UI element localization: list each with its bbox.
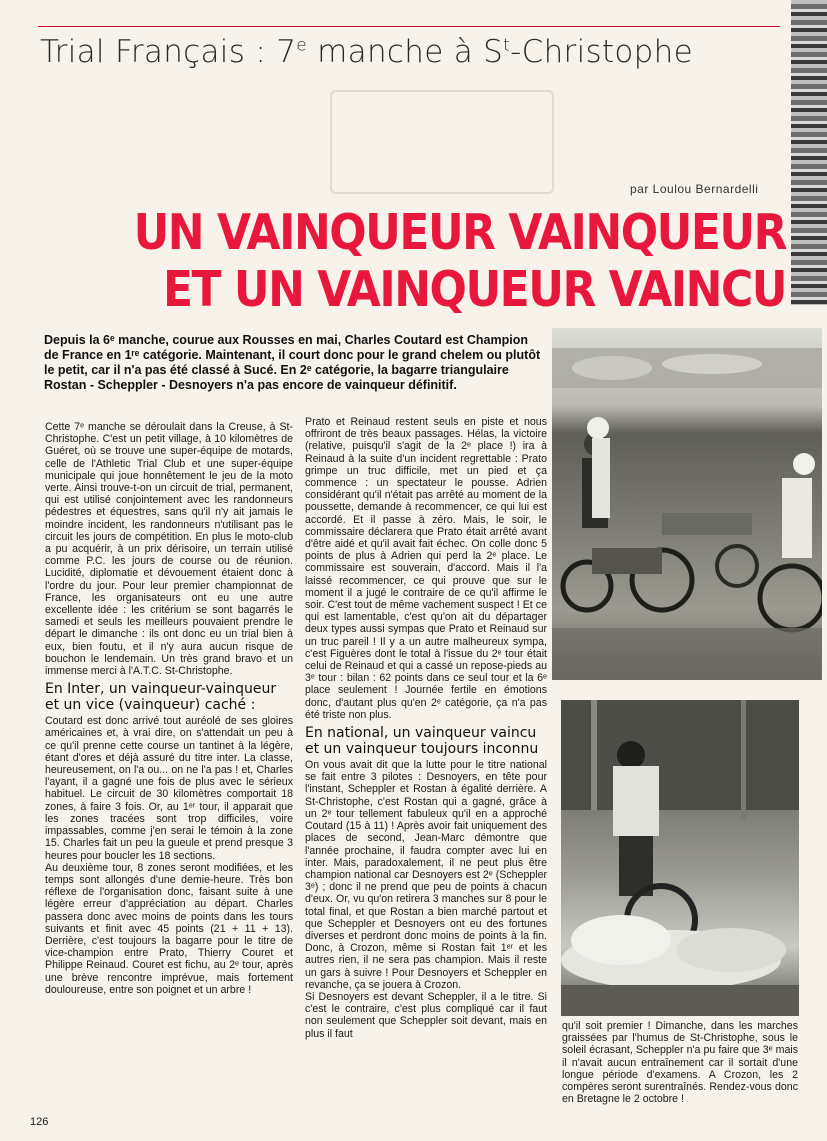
watermark-logo (330, 90, 554, 194)
column-2-paragraph: Prato et Reinaud restent seuls en piste et nous offriront de très beaux passages. Hélas, la victoire (relative, puisqu'il s'agit de la 2ᵉ place !) ira à Reinaud à la suite d'un incident regrettable : Prato grimpe un truc difficile, met un pied et ça commence : un spectateur le pousse. Adrien considérant qu'il n'était pas arrêté au moment de la poussette, demande à recommencer, ce qui lui est accordé. Et il passe à zéro. Mais, le soir, le commissaire déclarera que Prato était arrêté avant d'être aidé et qu'il avait fait échec. On colle donc 5 points de plus à Adrien qui perd la 2ᵉ place. Le commissaire est souverain, d'accord. Mais il l'a laissé recommencer, ce qui prouve que sur le moment il a jugé le contraire de ce qu'il affirme le soir. C'est tout de même vachement suspect ! Et ce qui est lamentable, c'est qu'on ait du départager deux types aussi sympas que Prato et Reinaud sur un truc pareil ! Il y a un autre malheureux sympa, c'est Figuères dont le total à l'issue du 2ᵉ tour était celui de Reinaud et qui a cassé un repose-pieds au 3ᵉ tour : bilan : 62 points dans ce seul tour et la 6ᵉ place seulement ! Journée fertile en émotions donc, d'autant plus qu'en 2ᵉ catégorie, ça n'a pas été triste non plus. (305, 416, 547, 721)
column-2 (305, 416, 547, 1040)
headline-line-2: ET UN VAINQUEUR VAINCU (162, 261, 786, 319)
subhead-national: En national, un vainqueur vaincu et un vainqueur toujours inconnu (305, 725, 539, 758)
column-1-paragraph: Cette 7ᵉ manche se déroulait dans la Creuse, à St-Christophe. C'est un petit village, à 10 kilomètres de Guéret, où se trouve une super-équipe de motards, celle de l'Athletic Trial Club et une super-équipe municipale qui joue honnêtement le jeu de la moto verte. Ainsi trouve-t-on un circuit de trial, permanent, qui est utilisé conjointement avec les randonneurs pédestres et équestres, sans qu'il n'y ait jamais le moindre incident, les randonneurs n'utilisant pas le circuit les jours de compétition. En plus le moto-club a pu acquérir, à un prix dérisoire, un terrain utilisé comme P.C. les jours de course ou de réunion. Lucidité, diplomatie et dévouement étaient donc à l'ordre du jour. Pour leur premier championnat de France, les organisateurs ont eu une autre excellente idée : les critérium se sont bagarrés le samedi et seuls les meilleurs pouvaient prendre le départ le dimanche : ils ont donc eu un trial bien à eux, bien foutu, et il n'y aura aucun risque de bouchon le lendemain. Un très grand bravo et un immense merci à l'A.T.C. St-Christophe. (45, 421, 293, 678)
headline-line-1: UN VAINQUEUR VAINQUEUR (133, 204, 786, 262)
top-rule (38, 26, 780, 27)
column-2-paragraph: On vous avait dit que la lutte pour le titre national se fait entre 3 pilotes : Desnoyers, en tête pour l'instant, Scheppler et Rostan à égalité derrière. A St-Christophe, c'est Rostan qui a gagné, grâce à un 2ᵉ tour tellement fabuleux qu'il en a approché Coutard (15 à 11) ! Après avoir fait uniquement des places de second, Jean-Marc démontre que l'année prochaine, il faudra compter avec lui en inter. Mais, paradoxalement, il ne peut plus être champion national car Desnoyers est 2ᵉ (Scheppler 3ᵉ) ; donc il ne prend que peu de points à chacun d'eux. Or, vu qu'on retirera 3 manches sur 8 pour le total final, et que Rostan a bien marché partout et que Scheppler et Desnoyers ont eu des fortunes diverses et perdront donc moins de points à la fin. Donc, à Crozon, même si Rostan fait 1ᵉʳ et les autres rien, il ne sera pas champion. Mais il reste un gars à suivre ! Pour Desnoyers et Scheppler en revanche, ça se jouera à Crozon. (305, 759, 547, 991)
photo-riders-stone-wall (552, 328, 822, 680)
headline (60, 204, 786, 318)
column-1-paragraph: Coutard est donc arrivé tout auréolé de ses gloires américaines et, à vrai dire, on s'attendait un peu à ce qu'il prenne cette course un tantinet à la légère, étant d'ores et déjà assuré du titre inter. La classe, heureusement, on l'a ou... on ne l'a pas ! et, Charles l'ayant, il a gagné une fois de plus avec le sérieux habituel. Le circuit de 30 kilomètres comportait 18 zones, à faire 3 fois. Or, au 1ᵉʳ tour, il apparait que les zones tracées sont trop difficiles, voire impassables, comme j'en serai le témoin à la zone 15. Charles fait un peu la gueule et prend presque 3 heures pour boucler les 18 sections. (45, 715, 293, 862)
adjacent-photo-strip (791, 0, 827, 305)
photo-rider-water-splash (561, 700, 799, 1016)
column-3 (562, 1020, 798, 1105)
page-number: 126 (30, 1116, 49, 1128)
byline: par Loulou Bernardelli (630, 182, 759, 196)
subhead-inter: En Inter, un vainqueur-vainqueur et un vice (vainqueur) caché : (45, 681, 277, 714)
column-1 (45, 421, 293, 996)
column-1-paragraph: Au deuxième tour, 8 zones seront modifiées, et les temps sont allongés d'une demie-heure. Très bon réflexe de l'organisation donc, faisant suite à une légère erreur d'appréciation au départ. Charles passera donc avec moins de points dans les tours suivants et finit avec 45 points (21 + 11 + 13). Derrière, c'est toujours la bagarre pour le titre de vice-champion entre Prato, Thierry Couret et Philippe Reinaud. Couret est fichu, au 2ᵉ tour, après une brève rencontre imprévue, mais fortement douloureuse, entre son poignet et un arbre ! (45, 861, 293, 996)
column-2-paragraph: Si Desnoyers est devant Scheppler, il a le titre. Si c'est le contraire, c'est plus compliqué car il faut non seulement que Scheppler soit devant, mais en plus il faut (305, 990, 547, 1040)
column-3-paragraph: qu'il soit premier ! Dimanche, dans les marches graissées par l'humus de St-Christophe, sous le soleil écrasant, Scheppler n'a pu faire que 3ᵉ mais il n'avait aucun entraînement car il sortait d'une longue période d'examens. A Crozon, les 2 compères seront surentraînés. Rendez-vous donc en Bretagne le 2 octobre ! (562, 1020, 798, 1106)
intro-paragraph: Depuis la 6ᵉ manche, courue aux Rousses en mai, Charles Coutard est Champion de France en 1ʳᵉ catégorie. Maintenant, il court donc pour le grand chelem ou plutôt le petit, car il n'a pas été classé à Sucé. En 2ᵉ catégorie, la bagarre triangulaire Rostan - Scheppler - Desnoyers n'a pas encore de vainqueur définitif. (44, 333, 541, 392)
section-title: Trial Français : 7e manche à $S^t$-Christophe (40, 34, 693, 70)
